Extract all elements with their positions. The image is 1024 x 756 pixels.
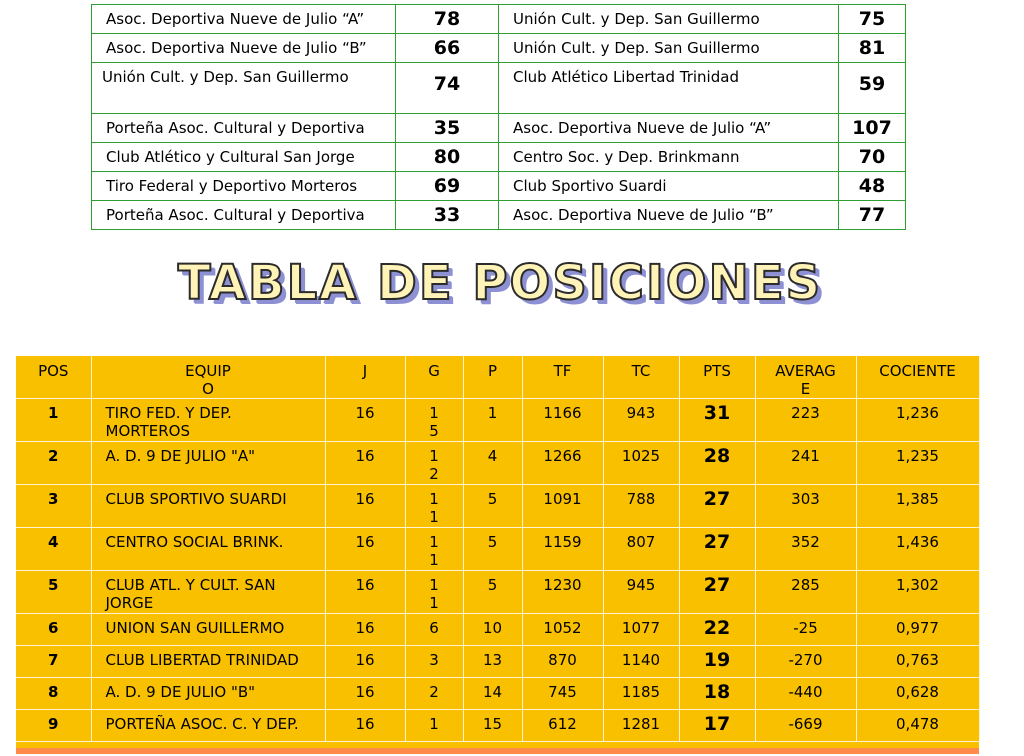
team-name-line2: MORTEROS bbox=[105, 422, 190, 440]
home-score: 66 bbox=[396, 34, 499, 63]
team-cell bbox=[91, 678, 325, 710]
lost-cell: 15 bbox=[463, 710, 522, 742]
away-team: Club Sportivo Suardi bbox=[499, 172, 839, 201]
ratio-cell: 1,302 bbox=[856, 571, 979, 614]
team-cell bbox=[91, 528, 325, 571]
position-cell: 6 bbox=[16, 614, 91, 646]
header-equipo-line2: O bbox=[202, 380, 214, 398]
average-cell: 241 bbox=[755, 442, 856, 485]
played-cell: 16 bbox=[325, 528, 405, 571]
points-against-cell: 1281 bbox=[603, 710, 679, 742]
away-team: Club Atlético Libertad Trinidad bbox=[499, 63, 839, 114]
points-cell: 27 bbox=[679, 571, 755, 614]
team-name-line1: A. D. 9 DE JULIO "B" bbox=[105, 683, 256, 701]
points-for-cell: 1166 bbox=[522, 399, 603, 442]
header-tf: TF bbox=[522, 356, 603, 399]
points-against-cell: 788 bbox=[603, 485, 679, 528]
won-digit-line2: 1 bbox=[429, 508, 439, 526]
ratio-cell: 1,235 bbox=[856, 442, 979, 485]
won-cell bbox=[405, 485, 463, 528]
won-cell bbox=[405, 710, 463, 742]
header-p: P bbox=[463, 356, 522, 399]
won-digit-line1: 1 bbox=[429, 447, 439, 465]
points-cell: 22 bbox=[679, 614, 755, 646]
points-against-cell: 1185 bbox=[603, 678, 679, 710]
home-score: 78 bbox=[396, 5, 499, 34]
played-cell: 16 bbox=[325, 485, 405, 528]
standings-table bbox=[16, 356, 980, 742]
standings-row bbox=[16, 614, 979, 646]
won-digit-line1: 2 bbox=[429, 683, 439, 701]
points-cell: 18 bbox=[679, 678, 755, 710]
away-team: Unión Cult. y Dep. San Guillermo bbox=[499, 5, 839, 34]
away-score: 107 bbox=[839, 114, 906, 143]
home-score: 74 bbox=[396, 63, 499, 114]
average-cell: -440 bbox=[755, 678, 856, 710]
won-digit-line1: 6 bbox=[429, 619, 439, 637]
points-cell: 19 bbox=[679, 646, 755, 678]
average-cell: -25 bbox=[755, 614, 856, 646]
position-cell: 7 bbox=[16, 646, 91, 678]
standings-row bbox=[16, 399, 979, 442]
won-cell bbox=[405, 442, 463, 485]
points-against-cell: 945 bbox=[603, 571, 679, 614]
won-digit-line1: 1 bbox=[429, 576, 439, 594]
away-score: 70 bbox=[839, 143, 906, 172]
average-cell: -270 bbox=[755, 646, 856, 678]
standings-row bbox=[16, 646, 979, 678]
points-for-cell: 1266 bbox=[522, 442, 603, 485]
team-cell bbox=[91, 710, 325, 742]
result-row bbox=[92, 114, 906, 143]
away-score: 48 bbox=[839, 172, 906, 201]
lost-cell: 5 bbox=[463, 528, 522, 571]
won-cell bbox=[405, 399, 463, 442]
lost-cell: 13 bbox=[463, 646, 522, 678]
position-cell: 3 bbox=[16, 485, 91, 528]
ratio-cell: 1,436 bbox=[856, 528, 979, 571]
header-average-line1: AVERAG bbox=[775, 362, 836, 380]
header-tc: TC bbox=[603, 356, 679, 399]
result-row bbox=[92, 5, 906, 34]
played-cell: 16 bbox=[325, 571, 405, 614]
team-name-line1: CLUB ATL. Y CULT. SAN bbox=[105, 576, 276, 594]
standings-row bbox=[16, 678, 979, 710]
away-team: Asoc. Deportiva Nueve de Julio “B” bbox=[499, 201, 839, 230]
position-cell: 4 bbox=[16, 528, 91, 571]
points-against-cell: 1077 bbox=[603, 614, 679, 646]
away-team: Asoc. Deportiva Nueve de Julio “A” bbox=[499, 114, 839, 143]
result-row bbox=[92, 201, 906, 230]
home-team: Asoc. Deportiva Nueve de Julio “A” bbox=[92, 5, 396, 34]
header-average bbox=[755, 356, 856, 399]
team-name-line1: CLUB LIBERTAD TRINIDAD bbox=[105, 651, 299, 669]
team-name-line1: TIRO FED. Y DEP. bbox=[105, 404, 232, 422]
position-cell: 9 bbox=[16, 710, 91, 742]
position-cell: 1 bbox=[16, 399, 91, 442]
standings-panel bbox=[16, 356, 979, 754]
result-row bbox=[92, 172, 906, 201]
team-name-line1: UNION SAN GUILLERMO bbox=[105, 619, 285, 637]
points-for-cell: 1091 bbox=[522, 485, 603, 528]
position-cell: 2 bbox=[16, 442, 91, 485]
home-team: Porteña Asoc. Cultural y Deportiva bbox=[92, 201, 396, 230]
won-cell bbox=[405, 646, 463, 678]
played-cell: 16 bbox=[325, 646, 405, 678]
ratio-cell: 0,628 bbox=[856, 678, 979, 710]
header-cociente: COCIENTE bbox=[856, 356, 979, 399]
team-name-line1: PORTEÑA ASOC. C. Y DEP. bbox=[105, 715, 299, 733]
team-cell bbox=[91, 614, 325, 646]
results-table bbox=[91, 4, 906, 230]
home-team: Tiro Federal y Deportivo Morteros bbox=[92, 172, 396, 201]
home-team: Unión Cult. y Dep. San Guillermo bbox=[92, 63, 396, 114]
points-cell: 27 bbox=[679, 485, 755, 528]
points-cell: 28 bbox=[679, 442, 755, 485]
header-pts: PTS bbox=[679, 356, 755, 399]
points-for-cell: 745 bbox=[522, 678, 603, 710]
away-team: Centro Soc. y Dep. Brinkmann bbox=[499, 143, 839, 172]
lost-cell: 5 bbox=[463, 485, 522, 528]
points-for-cell: 1159 bbox=[522, 528, 603, 571]
won-cell bbox=[405, 528, 463, 571]
home-team: Asoc. Deportiva Nueve de Julio “B” bbox=[92, 34, 396, 63]
points-against-cell: 943 bbox=[603, 399, 679, 442]
header-equipo bbox=[91, 356, 325, 399]
team-name-line1: CENTRO SOCIAL BRINK. bbox=[105, 533, 284, 551]
team-name-line1: CLUB SPORTIVO SUARDI bbox=[105, 490, 287, 508]
lost-cell: 14 bbox=[463, 678, 522, 710]
ratio-cell: 1,236 bbox=[856, 399, 979, 442]
average-cell: 285 bbox=[755, 571, 856, 614]
won-digit-line2: 5 bbox=[429, 422, 439, 440]
team-name-line2: JORGE bbox=[105, 594, 154, 612]
ratio-cell: 0,763 bbox=[856, 646, 979, 678]
team-cell bbox=[91, 571, 325, 614]
result-row bbox=[92, 143, 906, 172]
played-cell: 16 bbox=[325, 614, 405, 646]
home-score: 80 bbox=[396, 143, 499, 172]
header-equipo-line1: EQUIP bbox=[185, 362, 231, 380]
points-cell: 27 bbox=[679, 528, 755, 571]
lost-cell: 10 bbox=[463, 614, 522, 646]
won-digit-line1: 1 bbox=[429, 404, 439, 422]
position-cell: 5 bbox=[16, 571, 91, 614]
won-cell bbox=[405, 571, 463, 614]
ratio-cell: 0,478 bbox=[856, 710, 979, 742]
header-g: G bbox=[405, 356, 463, 399]
standings-row bbox=[16, 571, 979, 614]
points-for-cell: 1230 bbox=[522, 571, 603, 614]
result-row bbox=[92, 34, 906, 63]
average-cell: 223 bbox=[755, 399, 856, 442]
away-score: 81 bbox=[839, 34, 906, 63]
ratio-cell: 1,385 bbox=[856, 485, 979, 528]
points-against-cell: 1025 bbox=[603, 442, 679, 485]
played-cell: 16 bbox=[325, 710, 405, 742]
won-digit-line2: 2 bbox=[429, 465, 439, 483]
played-cell: 16 bbox=[325, 678, 405, 710]
away-team: Unión Cult. y Dep. San Guillermo bbox=[499, 34, 839, 63]
average-cell: 303 bbox=[755, 485, 856, 528]
team-cell bbox=[91, 485, 325, 528]
result-row bbox=[92, 63, 906, 114]
points-cell: 31 bbox=[679, 399, 755, 442]
header-j: J bbox=[325, 356, 405, 399]
standings-row bbox=[16, 485, 979, 528]
team-cell bbox=[91, 399, 325, 442]
won-digit-line2: 1 bbox=[429, 594, 439, 612]
average-cell: 352 bbox=[755, 528, 856, 571]
header-row bbox=[16, 356, 979, 399]
won-cell bbox=[405, 678, 463, 710]
home-team: Porteña Asoc. Cultural y Deportiva bbox=[92, 114, 396, 143]
standings-row bbox=[16, 442, 979, 485]
home-score: 69 bbox=[396, 172, 499, 201]
won-digit-line1: 1 bbox=[429, 490, 439, 508]
team-name-line1: A. D. 9 DE JULIO "A" bbox=[105, 447, 256, 465]
ratio-cell: 0,977 bbox=[856, 614, 979, 646]
header-average-line2: E bbox=[800, 380, 811, 398]
lost-cell: 1 bbox=[463, 399, 522, 442]
average-cell: -669 bbox=[755, 710, 856, 742]
away-score: 75 bbox=[839, 5, 906, 34]
points-for-cell: 870 bbox=[522, 646, 603, 678]
away-score: 77 bbox=[839, 201, 906, 230]
home-team: Club Atlético y Cultural San Jorge bbox=[92, 143, 396, 172]
points-against-cell: 1140 bbox=[603, 646, 679, 678]
points-against-cell: 807 bbox=[603, 528, 679, 571]
team-cell bbox=[91, 646, 325, 678]
won-digit-line1: 3 bbox=[429, 651, 439, 669]
lost-cell: 5 bbox=[463, 571, 522, 614]
position-cell: 8 bbox=[16, 678, 91, 710]
lost-cell: 4 bbox=[463, 442, 522, 485]
points-for-cell: 1052 bbox=[522, 614, 603, 646]
header-pos: POS bbox=[16, 356, 91, 399]
points-cell: 17 bbox=[679, 710, 755, 742]
home-score: 33 bbox=[396, 201, 499, 230]
home-score: 35 bbox=[396, 114, 499, 143]
won-digit-line2: 1 bbox=[429, 551, 439, 569]
won-digit-line1: 1 bbox=[429, 533, 439, 551]
won-cell bbox=[405, 614, 463, 646]
team-cell bbox=[91, 442, 325, 485]
away-score: 59 bbox=[839, 63, 906, 114]
played-cell: 16 bbox=[325, 399, 405, 442]
page-title: TABLA DE POSICIONES bbox=[177, 255, 823, 311]
points-for-cell: 612 bbox=[522, 710, 603, 742]
won-digit-line1: 1 bbox=[429, 715, 439, 733]
played-cell: 16 bbox=[325, 442, 405, 485]
standings-row bbox=[16, 710, 979, 742]
standings-row bbox=[16, 528, 979, 571]
